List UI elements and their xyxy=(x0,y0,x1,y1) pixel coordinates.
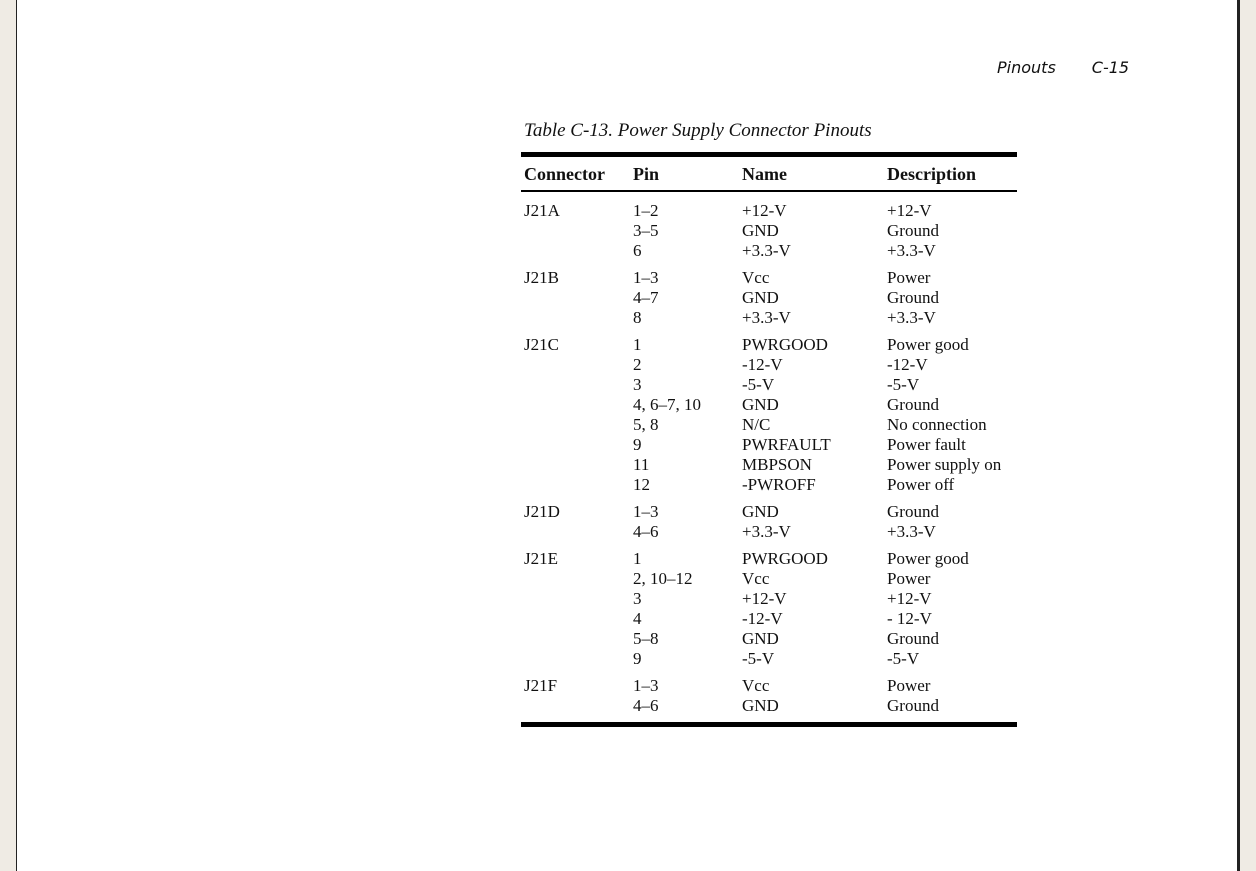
table-row xyxy=(521,495,1017,522)
connector-cell xyxy=(521,395,630,415)
table-row xyxy=(521,569,1017,589)
description-cell: +12-V xyxy=(887,589,932,608)
document-page xyxy=(16,0,1240,871)
connector-cell xyxy=(521,696,630,725)
description-cell: Power good xyxy=(887,335,969,354)
signal-name-cell: MBPSON xyxy=(742,455,812,474)
pinout-table-block xyxy=(521,120,1017,727)
signal-name-cell: -12-V xyxy=(742,355,783,374)
table-row xyxy=(521,435,1017,455)
connector-cell xyxy=(521,475,630,495)
table-caption: Table C-13. Power Supply Connector Pinouts xyxy=(524,120,872,141)
table-row xyxy=(521,375,1017,395)
signal-name-cell: N/C xyxy=(742,415,771,434)
table-row xyxy=(521,355,1017,375)
signal-name-cell: GND xyxy=(742,629,779,648)
table-row xyxy=(521,542,1017,569)
column-header-pin: Pin xyxy=(630,155,739,192)
signal-name-cell: -PWROFF xyxy=(742,475,816,494)
column-header-description: Description xyxy=(884,155,1017,192)
connector-cell: J21F xyxy=(524,676,558,695)
pin-cell: 9 xyxy=(633,649,642,668)
pin-cell: 1 xyxy=(633,335,642,354)
description-cell: -5-V xyxy=(887,375,920,394)
connector-cell xyxy=(521,455,630,475)
description-cell: +3.3-V xyxy=(887,241,936,260)
connector-cell xyxy=(521,415,630,435)
signal-name-cell: GND xyxy=(742,696,779,715)
description-cell: Ground xyxy=(887,395,939,414)
column-header-name: Name xyxy=(739,155,884,192)
connector-cell xyxy=(521,609,630,629)
table-row xyxy=(521,241,1017,261)
signal-name-cell: PWRGOOD xyxy=(742,335,828,354)
connector-cell: J21A xyxy=(524,201,560,220)
description-cell: +3.3-V xyxy=(887,308,936,327)
table-row xyxy=(521,191,1017,221)
signal-name-cell: +12-V xyxy=(742,201,787,220)
connector-cell xyxy=(521,435,630,455)
pin-cell: 4–6 xyxy=(633,522,659,541)
pin-cell: 9 xyxy=(633,435,642,454)
description-cell: Ground xyxy=(887,502,939,521)
pin-cell: 1–3 xyxy=(633,502,659,521)
connector-cell: J21E xyxy=(524,549,558,568)
pinout-table xyxy=(521,152,1017,727)
pin-cell: 4 xyxy=(633,609,642,628)
signal-name-cell: -5-V xyxy=(742,649,775,668)
pin-cell: 5, 8 xyxy=(633,415,659,434)
pin-cell: 1–3 xyxy=(633,268,659,287)
connector-cell xyxy=(521,629,630,649)
pin-cell: 1–3 xyxy=(633,676,659,695)
table-row xyxy=(521,261,1017,288)
pin-cell: 3 xyxy=(633,375,642,394)
signal-name-cell: +3.3-V xyxy=(742,522,791,541)
header-row xyxy=(521,155,1017,192)
signal-name-cell: Vcc xyxy=(742,569,770,588)
running-head xyxy=(997,58,1129,77)
signal-name-cell: -12-V xyxy=(742,609,783,628)
connector-cell xyxy=(521,221,630,241)
signal-name-cell: GND xyxy=(742,395,779,414)
connector-cell: J21D xyxy=(524,502,560,521)
pin-cell: 11 xyxy=(633,455,650,474)
description-cell: No connection xyxy=(887,415,987,434)
signal-name-cell: +3.3-V xyxy=(742,308,791,327)
signal-name-cell: -5-V xyxy=(742,375,775,394)
table-row xyxy=(521,609,1017,629)
connector-cell: J21C xyxy=(524,335,559,354)
description-cell: Power xyxy=(887,268,931,287)
connector-cell: J21B xyxy=(524,268,559,287)
table-row xyxy=(521,649,1017,669)
table-row xyxy=(521,696,1017,725)
description-cell: -12-V xyxy=(887,355,928,374)
pin-cell: 12 xyxy=(633,475,650,494)
section-title: Pinouts xyxy=(997,58,1056,77)
table-row xyxy=(521,308,1017,328)
table-body xyxy=(521,191,1017,725)
description-cell: Ground xyxy=(887,221,939,240)
pin-cell: 4–7 xyxy=(633,288,659,307)
connector-cell xyxy=(521,308,630,328)
pin-cell: 6 xyxy=(633,241,642,260)
description-cell: Ground xyxy=(887,696,939,715)
connector-cell xyxy=(521,375,630,395)
pin-cell: 4–6 xyxy=(633,696,659,715)
table-row xyxy=(521,589,1017,609)
description-cell: Power xyxy=(887,676,931,695)
pin-cell: 3 xyxy=(633,589,642,608)
signal-name-cell: GND xyxy=(742,502,779,521)
connector-cell xyxy=(521,241,630,261)
pin-cell: 8 xyxy=(633,308,642,327)
description-cell: Power supply on xyxy=(887,455,1002,474)
table-row xyxy=(521,669,1017,696)
table-row xyxy=(521,415,1017,435)
signal-name-cell: GND xyxy=(742,288,779,307)
table-row xyxy=(521,522,1017,542)
description-cell: Power fault xyxy=(887,435,966,454)
description-cell: +3.3-V xyxy=(887,522,936,541)
table-row xyxy=(521,288,1017,308)
description-cell: +12-V xyxy=(887,201,932,220)
description-cell: Power good xyxy=(887,549,969,568)
signal-name-cell: PWRGOOD xyxy=(742,549,828,568)
signal-name-cell: Vcc xyxy=(742,268,770,287)
connector-cell xyxy=(521,589,630,609)
description-cell: - 12-V xyxy=(887,609,932,628)
table-row xyxy=(521,395,1017,415)
signal-name-cell: GND xyxy=(742,221,779,240)
column-header-connector: Connector xyxy=(521,155,630,192)
pin-cell: 1 xyxy=(633,549,642,568)
description-cell: Power off xyxy=(887,475,955,494)
connector-cell xyxy=(521,522,630,542)
pin-cell: 1–2 xyxy=(633,201,659,220)
pin-cell: 2, 10–12 xyxy=(633,569,693,588)
signal-name-cell: +3.3-V xyxy=(742,241,791,260)
table-header xyxy=(521,155,1017,192)
pin-cell: 5–8 xyxy=(633,629,659,648)
connector-cell xyxy=(521,288,630,308)
pin-cell: 4, 6–7, 10 xyxy=(633,395,701,414)
connector-cell xyxy=(521,649,630,669)
pin-cell: 3–5 xyxy=(633,221,659,240)
description-cell: Ground xyxy=(887,288,939,307)
table-row xyxy=(521,455,1017,475)
pin-cell: 2 xyxy=(633,355,642,374)
signal-name-cell: Vcc xyxy=(742,676,770,695)
table-row xyxy=(521,328,1017,355)
table-row xyxy=(521,629,1017,649)
connector-cell xyxy=(521,355,630,375)
signal-name-cell: PWRFAULT xyxy=(742,435,831,454)
description-cell: Power xyxy=(887,569,931,588)
description-cell: -5-V xyxy=(887,649,920,668)
connector-cell xyxy=(521,569,630,589)
signal-name-cell: +12-V xyxy=(742,589,787,608)
table-row xyxy=(521,475,1017,495)
table-row xyxy=(521,221,1017,241)
description-cell: Ground xyxy=(887,629,939,648)
page-number: C-15 xyxy=(1091,58,1130,77)
